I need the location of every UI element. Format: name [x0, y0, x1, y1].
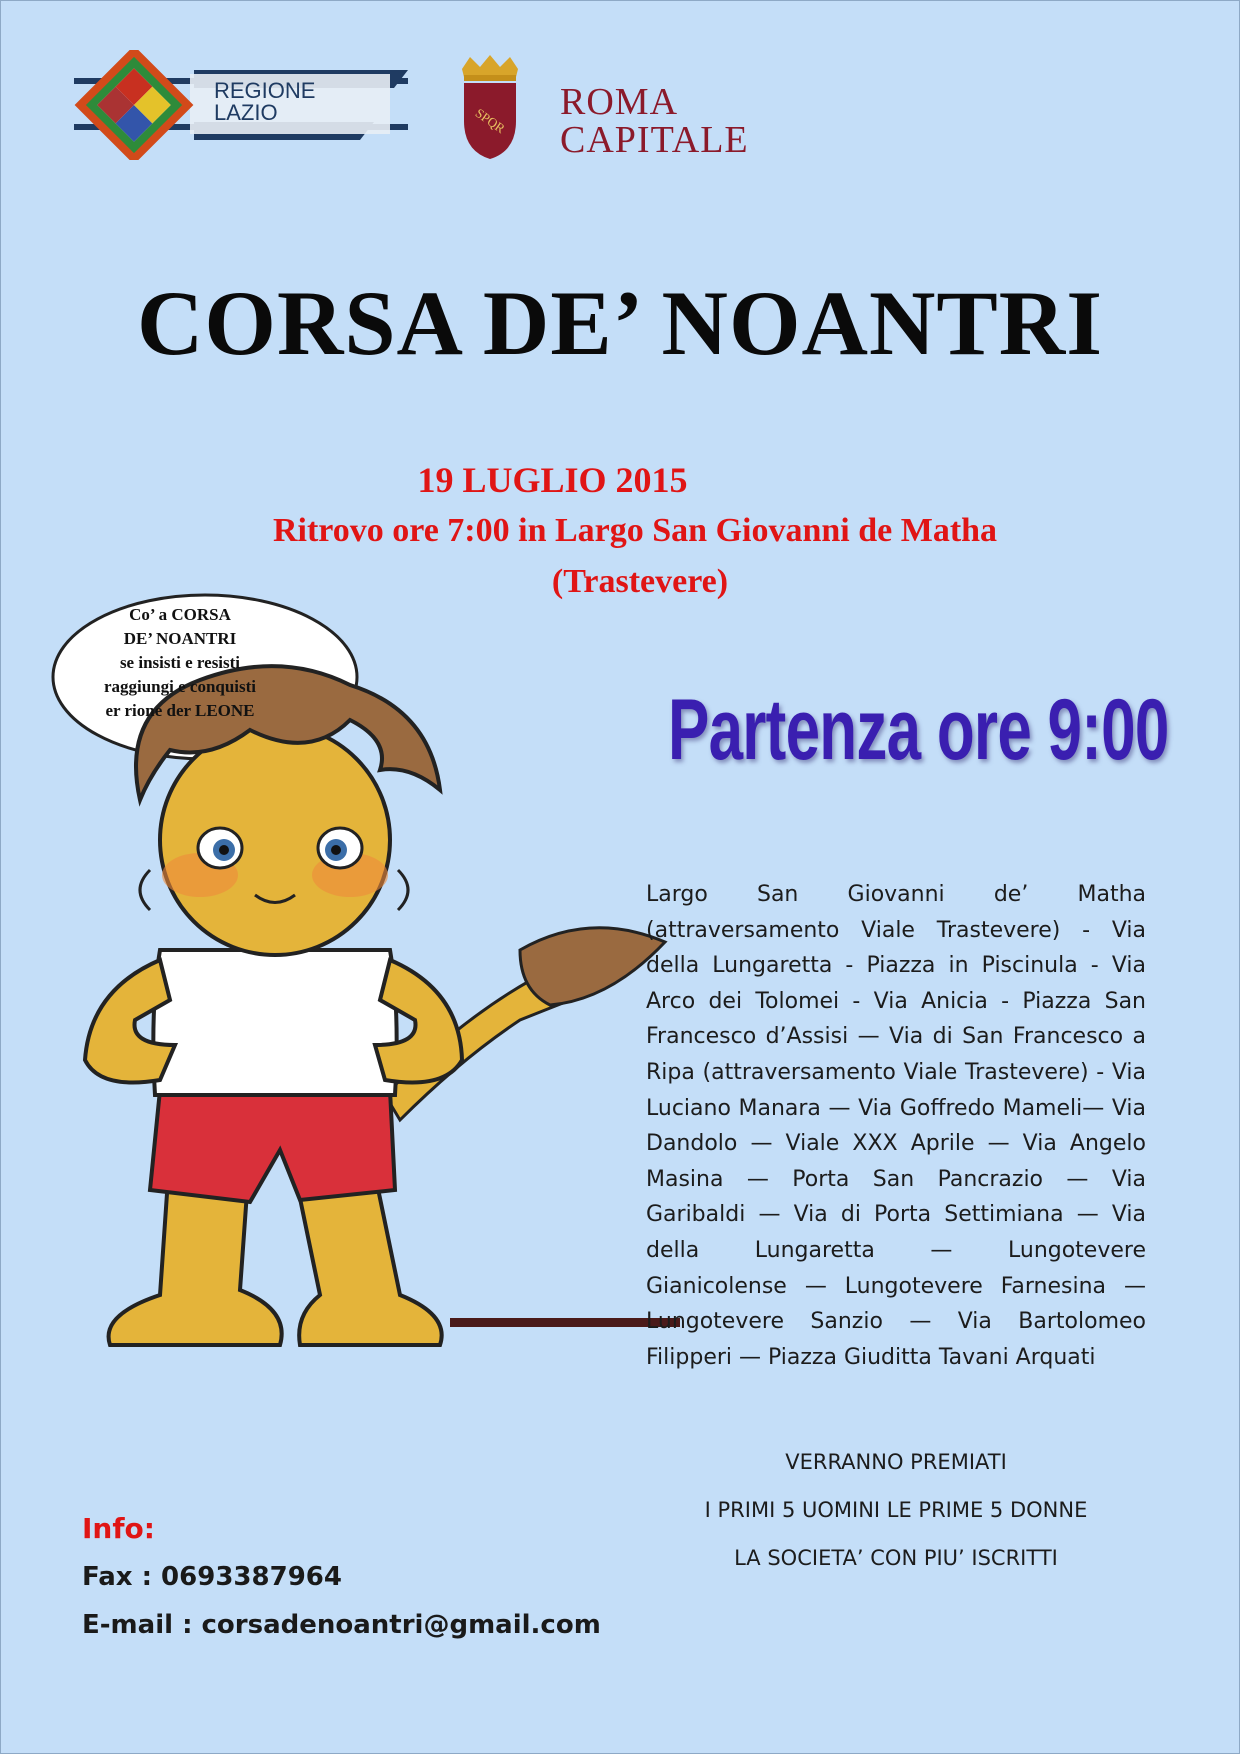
route-description: Largo San Giovanni de’ Matha (attraversamento Viale Trastevere) - Via della Lungaretta - Piazza in Piscinula - Via Arco dei Tolomei - Via Anicia - Piazza San Francesco d’Assisi — Via di San Francesco a Ripa (attraversamento Viale Trastevere) - Via Luciano Manara — Via Goffredo Mameli— Via Dandolo — Viale XXX Aprile — Via Angelo Masina — Porta San Pancrazio — Via Garibaldi — Via di Porta Settimiana — Via della Lungaretta — Lungotevere Gianicolense — Lungotevere Farnesina — Lungotevere Sanzio — Via Bartolomeo Filipperi — Piazza Giuditta Tavani Arquati — [646, 882, 1146, 1370]
bubble-line: er rione der LEONE — [105, 701, 255, 720]
info-label: Info: — [82, 1512, 155, 1545]
prizes-line: VERRANNO PREMIATI — [785, 1450, 1007, 1474]
prizes-line: LA SOCIETA’ CON PIU’ ISCRITTI — [734, 1546, 1058, 1570]
start-time-heading: Partenza ore 9:00 — [668, 682, 1169, 778]
event-details — [0, 455, 1240, 607]
bubble-line: Co’ a CORSA — [129, 605, 231, 624]
roma-shield-icon — [450, 55, 530, 165]
regione-lazio-logo — [74, 50, 414, 160]
fax-number: Fax : 0693387964 — [82, 1562, 342, 1592]
event-meeting: Ritrovo ore 7:00 in Largo San Giovanni de Matha — [272, 512, 998, 549]
bubble-line: DE’ NOANTRI — [123, 629, 237, 648]
speech-bubble-text — [80, 603, 280, 723]
info-section — [82, 1505, 601, 1649]
lazio-logo-line1: REGIONE — [214, 78, 316, 103]
prizes-line: I PRIMI 5 UOMINI LE PRIME 5 DONNE — [704, 1498, 1088, 1522]
event-area: (Trastevere) — [551, 563, 729, 600]
bubble-line: se insisti e resisti — [119, 653, 241, 672]
email-address[interactable]: E-mail : corsadenoantri@gmail.com — [82, 1610, 601, 1640]
roma-capitale-logo — [450, 55, 760, 165]
roma-seal-text: SPQR — [472, 105, 508, 137]
roma-logo-line2: CAPITALE — [560, 119, 749, 161]
page-title: CORSA DE’ NOANTRI — [136, 272, 1104, 374]
roma-logo-text — [560, 83, 749, 159]
bubble-line: raggiungi e conquisti — [103, 677, 257, 696]
prizes-section — [646, 1438, 1146, 1582]
event-date: 19 LUGLIO 2015 — [417, 460, 688, 500]
lazio-logo-line2: LAZIO — [214, 100, 278, 125]
roma-logo-line1: ROMA — [560, 81, 679, 123]
